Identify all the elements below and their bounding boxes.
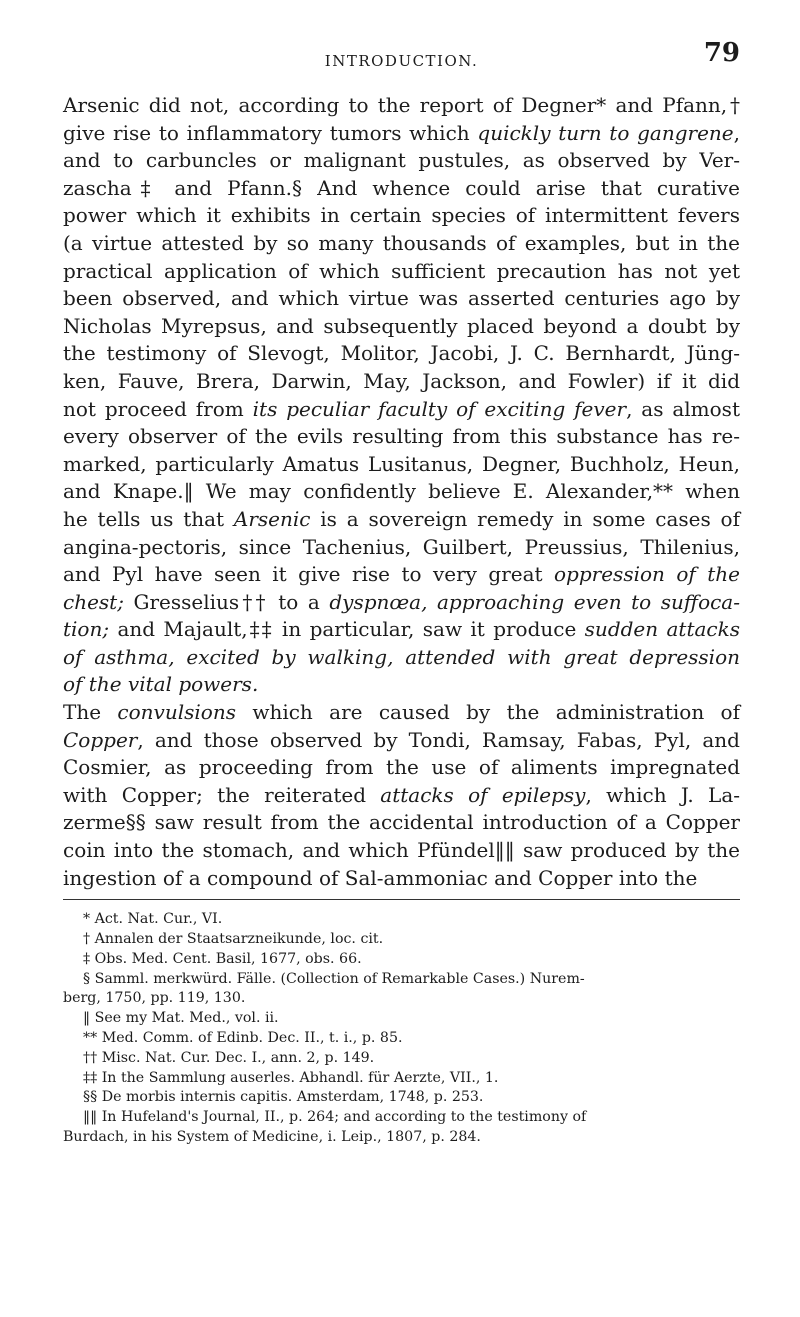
italic-run: tion; <box>63 617 118 642</box>
text-run: ken, Fauve, Brera, Darwin, May, Jackson, and Fowler) if it did <box>63 368 740 393</box>
text-run: with Copper; the reiterated <box>63 782 381 807</box>
italic-run: Arsenic <box>233 506 311 531</box>
text-line <box>63 727 740 755</box>
footnote: ‡‡ In the Sammlung auserles. Abhandl. für Aerzte, VII., 1. <box>83 1069 499 1086</box>
italic-run: of the vital powers. <box>63 672 259 697</box>
footnote: ‖ See my Mat. Med., vol. ii. <box>83 1010 279 1027</box>
text-run: (a virtue attested by so many thousands of examples, but in the <box>63 230 740 255</box>
text-line <box>63 92 740 120</box>
text-run: the testimony of Slevogt, Molitor, Jacobi, J. C. Bernhardt, Jüng- <box>63 341 740 366</box>
text-line <box>63 671 740 699</box>
text-run: Nicholas Myrepsus, and subsequently placed beyond a doubt by <box>63 313 740 338</box>
text-line <box>63 313 740 341</box>
footnote: §§ De morbis internis capitis. Amsterdam, 1748, p. 253. <box>83 1089 484 1106</box>
text-run: not proceed from <box>63 396 253 421</box>
text-line <box>63 589 740 617</box>
text-run: Cosmier, as proceeding from the use of aliments impregnated <box>63 755 740 780</box>
text-run: power which it exhibits in certain species of intermittent fevers <box>63 203 740 228</box>
footnotes <box>63 910 740 1148</box>
text-line <box>63 423 740 451</box>
italic-run: sudden attacks <box>584 617 740 642</box>
text-run: and Knape.‖ We may confidently believe E. Alexander,** when <box>63 479 740 504</box>
footnote-divider <box>63 899 740 900</box>
text-line <box>63 506 740 534</box>
italic-run: its peculiar faculty of exciting fever <box>252 396 627 421</box>
footnote: ‡ Obs. Med. Cent. Basil, 1677, obs. 66. <box>83 950 362 967</box>
italic-run: of asthma, excited by walking, attended with great depression <box>63 644 740 669</box>
italic-run: oppression of the <box>554 562 740 587</box>
text-line <box>63 147 740 175</box>
text-line <box>63 120 740 148</box>
text-run: practical application of which sufficient precaution has not yet <box>63 258 740 283</box>
italic-run: attacks of epilepsy <box>380 782 586 807</box>
text-run: and Pyl have seen it give rise to very great <box>63 562 555 587</box>
text-line <box>63 699 740 727</box>
text-run: give rise to inflammatory tumors which <box>63 120 478 145</box>
text-line <box>63 368 740 396</box>
italic-run: Copper <box>63 727 138 752</box>
text-line <box>63 534 740 562</box>
text-run: is a sovereign remedy in some cases of <box>310 506 740 531</box>
text-line <box>63 340 740 368</box>
text-line <box>63 230 740 258</box>
text-run: and Majault,‡‡ in particular, saw it produce <box>117 617 585 642</box>
text-line <box>63 478 740 506</box>
text-run: which are caused by the administration of <box>235 700 740 725</box>
text-run: Arsenic did not, according to the report of Degner* and Pfann,† <box>63 93 740 117</box>
footnote: ‖‖ In Hufeland's Journal, II., p. 264; and according to the testimony of <box>83 1109 587 1126</box>
text-run: marked, particularly Amatus Lusitanus, Degner, Buchholz, Heun, <box>63 451 740 476</box>
text-run: , as almost <box>626 396 740 421</box>
footnote: berg, 1750, pp. 119, 130. <box>63 990 246 1007</box>
footnote: * Act. Nat. Cur., VI. <box>83 911 223 928</box>
text-line <box>63 258 740 286</box>
text-line <box>63 644 740 672</box>
text-run: angina-pectoris, since Tachenius, Guilbert, Preussius, Thilenius, <box>63 534 740 559</box>
text-run: The <box>63 700 118 725</box>
text-run: , and those observed by Tondi, Ramsay, Fabas, Pyl, and <box>137 727 740 752</box>
text-run: ingestion of a compound of Sal-ammoniac and Copper into the <box>63 865 698 890</box>
footnote: †† Misc. Nat. Cur. Dec. I., ann. 2, p. 149. <box>83 1049 375 1066</box>
text-run: , <box>733 120 740 145</box>
text-run: he tells us that <box>63 506 234 531</box>
page-number: 79 <box>703 38 740 68</box>
text-run: Gresselius†† to a <box>133 589 330 614</box>
footnote: § Samml. merkwürd. Fälle. (Collection of Remarkable Cases.) Nurem- <box>83 970 585 987</box>
running-head <box>63 30 740 68</box>
book-page <box>0 30 800 1317</box>
text-line <box>63 202 740 230</box>
footnote: Burdach, in his System of Medicine, i. Leip., 1807, p. 284. <box>63 1128 481 1145</box>
italic-run: chest; <box>63 589 134 614</box>
text-line <box>63 561 740 589</box>
text-line <box>63 616 740 644</box>
text-run: coin into the stomach, and which Pfündel‖‖ saw produced by the <box>63 838 740 863</box>
text-line <box>63 175 740 203</box>
text-line <box>63 865 740 893</box>
text-run: every observer of the evils resulting from this substance has re- <box>63 424 740 449</box>
text-run: zerme§§ saw result from the accidental introduction of a Copper <box>63 810 740 835</box>
text-run: zascha‡ and Pfann.§ And whence could arise that curative <box>63 175 740 200</box>
footnote: ** Med. Comm. of Edinb. Dec. II., t. i., p. 85. <box>83 1030 403 1046</box>
text-run: been observed, and which virtue was asserted centuries ago by <box>63 286 740 311</box>
text-line <box>63 782 740 810</box>
text-line <box>63 837 740 865</box>
italic-run: quickly turn to gangrene <box>477 120 734 145</box>
italic-run: dyspnœa, approaching even to suffoca- <box>329 589 740 614</box>
text-line <box>63 396 740 424</box>
body-text <box>63 92 740 892</box>
footnote: † Annalen der Staatsarzneikunde, loc. cit. <box>83 931 384 948</box>
text-run: and to carbuncles or malignant pustules, as observed by Ver- <box>63 148 740 173</box>
italic-run: convulsions <box>117 700 236 725</box>
text-run: , which J. La- <box>585 782 741 807</box>
text-line <box>63 809 740 837</box>
running-title: INTRODUCTION. <box>324 52 479 70</box>
text-line <box>63 754 740 782</box>
text-line <box>63 285 740 313</box>
text-line <box>63 451 740 479</box>
